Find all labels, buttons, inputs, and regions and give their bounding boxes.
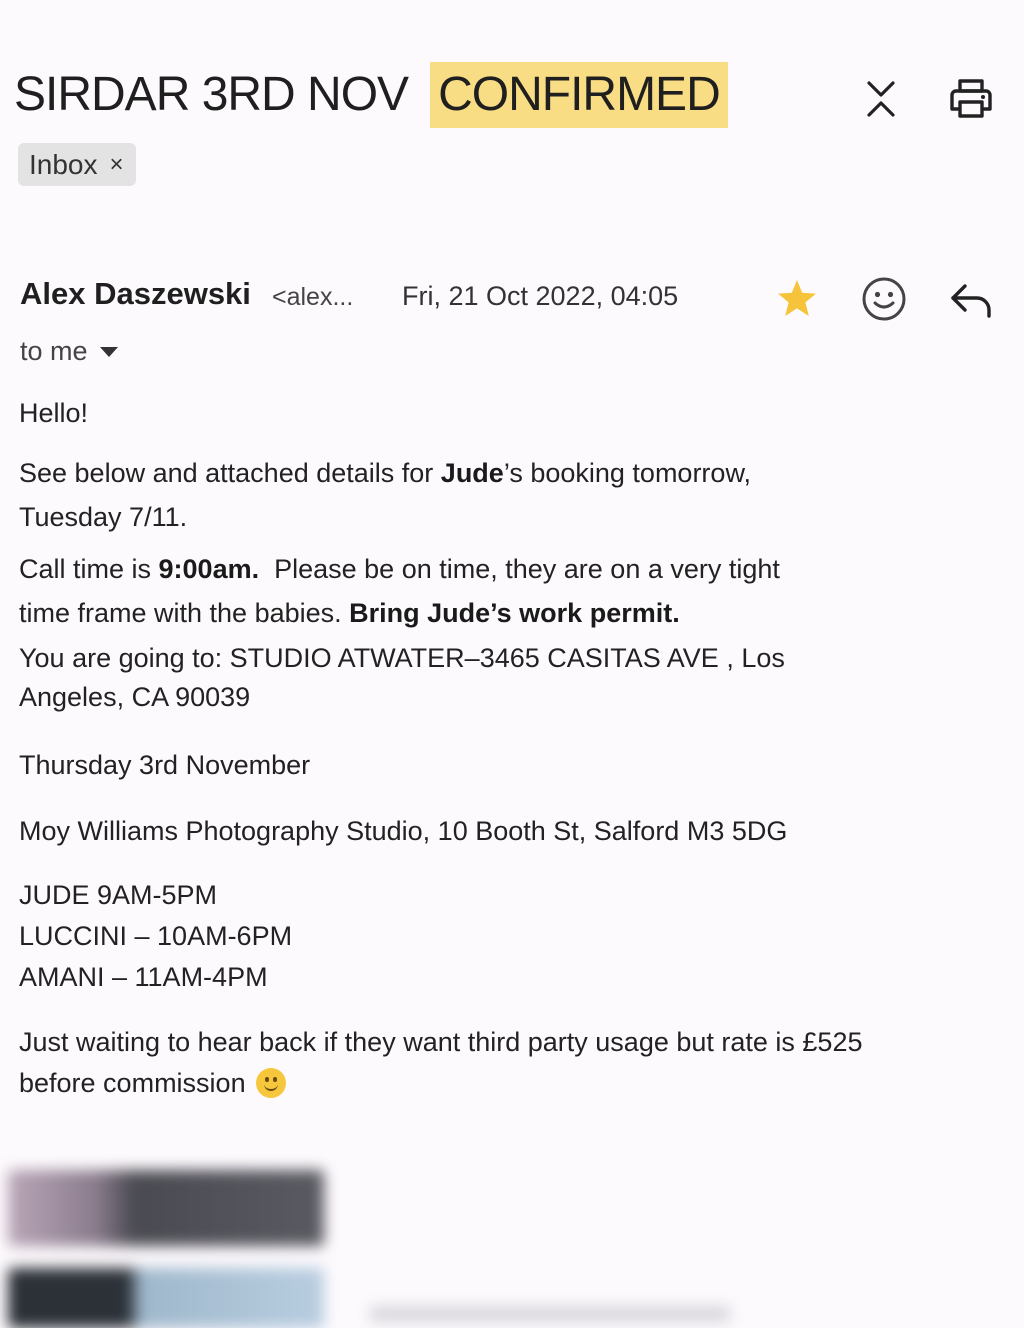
- body-text-span: before commission: [19, 1068, 246, 1098]
- body-greeting: Hello!: [19, 398, 89, 428]
- body-bold-name: Jude: [440, 458, 504, 488]
- body-text-span: Call time is: [19, 554, 159, 584]
- smiling-face-emoji-icon: [256, 1068, 286, 1098]
- remove-label-icon[interactable]: ×: [109, 150, 124, 178]
- collapse-all-icon[interactable]: [857, 75, 905, 123]
- sent-date: Fri, 21 Oct 2022, 04:05: [402, 281, 679, 311]
- body-closing-line-1: Just waiting to hear back if they want third party usage but rate is £525: [19, 1027, 863, 1057]
- body-paragraph-1-line-1: [19, 458, 751, 489]
- body-bold-call-time: 9:00am.: [158, 554, 260, 584]
- schedule-item: LUCCINI – 10AM-6PM: [19, 921, 293, 951]
- recipient-dropdown[interactable]: [20, 336, 118, 367]
- body-text-span: Please be on time, they are on a very tight: [259, 554, 780, 584]
- body-date-line: Thursday 3rd November: [19, 750, 311, 780]
- emoji-react-icon[interactable]: [861, 276, 907, 322]
- body-text-span: See below and attached details for: [19, 458, 441, 488]
- body-address-line-2: Angeles, CA 90039: [19, 682, 251, 712]
- attachment-thumbnail[interactable]: [8, 1170, 324, 1246]
- subject-highlight: CONFIRMED: [430, 62, 728, 128]
- body-text-span: ’s booking tomorrow,: [503, 458, 751, 488]
- schedule-item: JUDE 9AM-5PM: [19, 880, 218, 910]
- body-bold-permit: Bring Jude’s work permit.: [349, 598, 680, 628]
- schedule-item: AMANI – 11AM-4PM: [19, 962, 268, 992]
- attachment-thumbnail[interactable]: [8, 1268, 324, 1328]
- body-closing-line-2: [19, 1068, 286, 1100]
- email-subject: [14, 62, 728, 128]
- print-icon[interactable]: [947, 75, 995, 123]
- subject-text: SIRDAR 3RD NOV: [14, 68, 409, 121]
- blurred-text: [370, 1306, 730, 1322]
- chevron-down-icon: [100, 347, 118, 357]
- body-paragraph-1-line-2: Tuesday 7/11.: [19, 502, 188, 532]
- body-address-line-1: You are going to: STUDIO ATWATER–3465 CASITAS AVE , Los: [19, 643, 785, 673]
- label-chip-inbox: [18, 143, 136, 186]
- sender-email: <alex...: [272, 283, 354, 311]
- sender-name: Alex Daszewski: [20, 276, 251, 311]
- reply-icon[interactable]: [949, 280, 993, 320]
- body-paragraph-2-line-1: [19, 554, 780, 585]
- body-paragraph-2-line-2: [19, 598, 680, 629]
- label-text: Inbox: [29, 148, 98, 180]
- body-location: Moy Williams Photography Studio, 10 Booth St, Salford M3 5DG: [19, 816, 788, 846]
- recipient-label: to me: [20, 336, 88, 366]
- body-text-span: time frame with the babies.: [19, 598, 350, 628]
- star-icon[interactable]: [776, 278, 818, 318]
